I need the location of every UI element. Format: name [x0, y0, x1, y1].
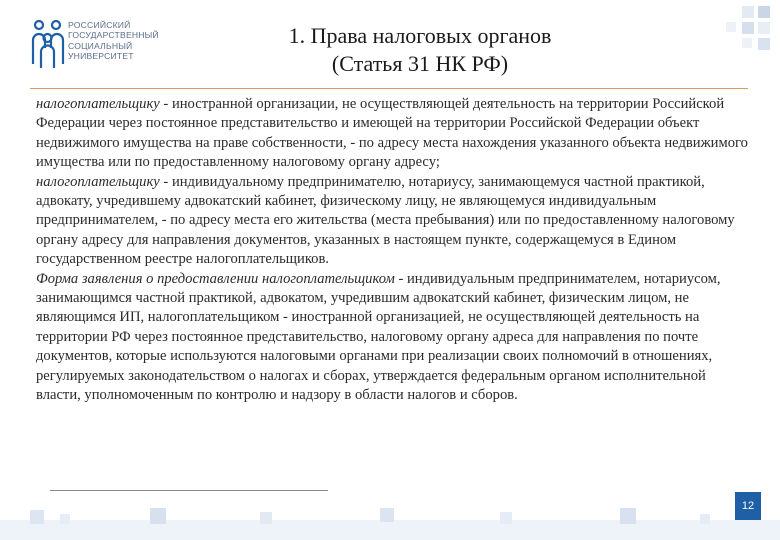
- paragraph-3: [36, 270, 752, 406]
- logo-line-4: УНИВЕРСИТЕТ: [68, 51, 134, 62]
- logo-line-3: СОЦИАЛЬНЫЙ: [68, 40, 133, 51]
- paragraph-1-text: - иностранной организации, не осуществляющей деятельность на территории Российской Федерации через постоянное представительство и имеющей на территории Российской Федерации объект недвижимого имущества на праве собственности, - по адресу места нахождения указанного объекта недвижимого имущества или по предоставленному налоговому органу адресу;: [36, 96, 748, 171]
- title-line-1: 1. Права налоговых органов: [288, 23, 552, 48]
- title-line-2: (Статья 31 НК РФ): [331, 51, 509, 76]
- paragraph-3-italic: Форма заявления о предоставлении налогоплательщиком: [36, 270, 395, 287]
- people-emblem-icon: [30, 18, 66, 74]
- slide-title: [230, 22, 610, 78]
- paragraph-1: [36, 95, 752, 173]
- paragraph-1-italic: налогоплательщику: [36, 96, 160, 112]
- university-logo: [30, 18, 180, 74]
- paragraph-2: [36, 173, 752, 270]
- page-number-badge: 12: [735, 492, 761, 520]
- logo-line-2: ГОСУДАРСТВЕННЫЙ: [68, 30, 159, 41]
- body-text: [36, 95, 752, 406]
- logo-text: [68, 20, 159, 62]
- footer-divider: [50, 490, 328, 491]
- title-divider: [30, 88, 748, 89]
- paragraph-2-italic: налогоплательщику: [36, 173, 160, 190]
- logo-line-1: РОССИЙСКИЙ: [68, 20, 131, 30]
- paragraph-3-text: - индивидуальным предпринимателем, нотариусом, занимающимся частной практикой, адвокатом, учредившим адвокатский кабинет, физическим лицом, не являющимся ИП, налогоплательщиком - иностранной организацией, не осуществляющей деятельность на территории РФ через постоянное представительство, налоговому органу адреса для направления по почте документов, которые используются налоговыми органами при реализации своих полномочий в отношениях, регулируемых законодательством о налогах и сборах, утверждается федеральным органом исполнительной власти, уполномоченным по контролю и надзору в области налогов и сборов.: [36, 270, 721, 404]
- paragraph-2-text: - индивидуальному предпринимателю, нотариусу, занимающемуся частной практикой, адвокату, учредившему адвокатский кабинет, физическому лицу, не являющемуся индивидуальным предпринимателем, - по адресу места его жительства (места пребывания) или по предоставленному налоговому органу адресу для направления документов, указанных в настоящем пункте, содержащемуся в Едином государственном реестре налогоплательщиков.: [36, 173, 735, 268]
